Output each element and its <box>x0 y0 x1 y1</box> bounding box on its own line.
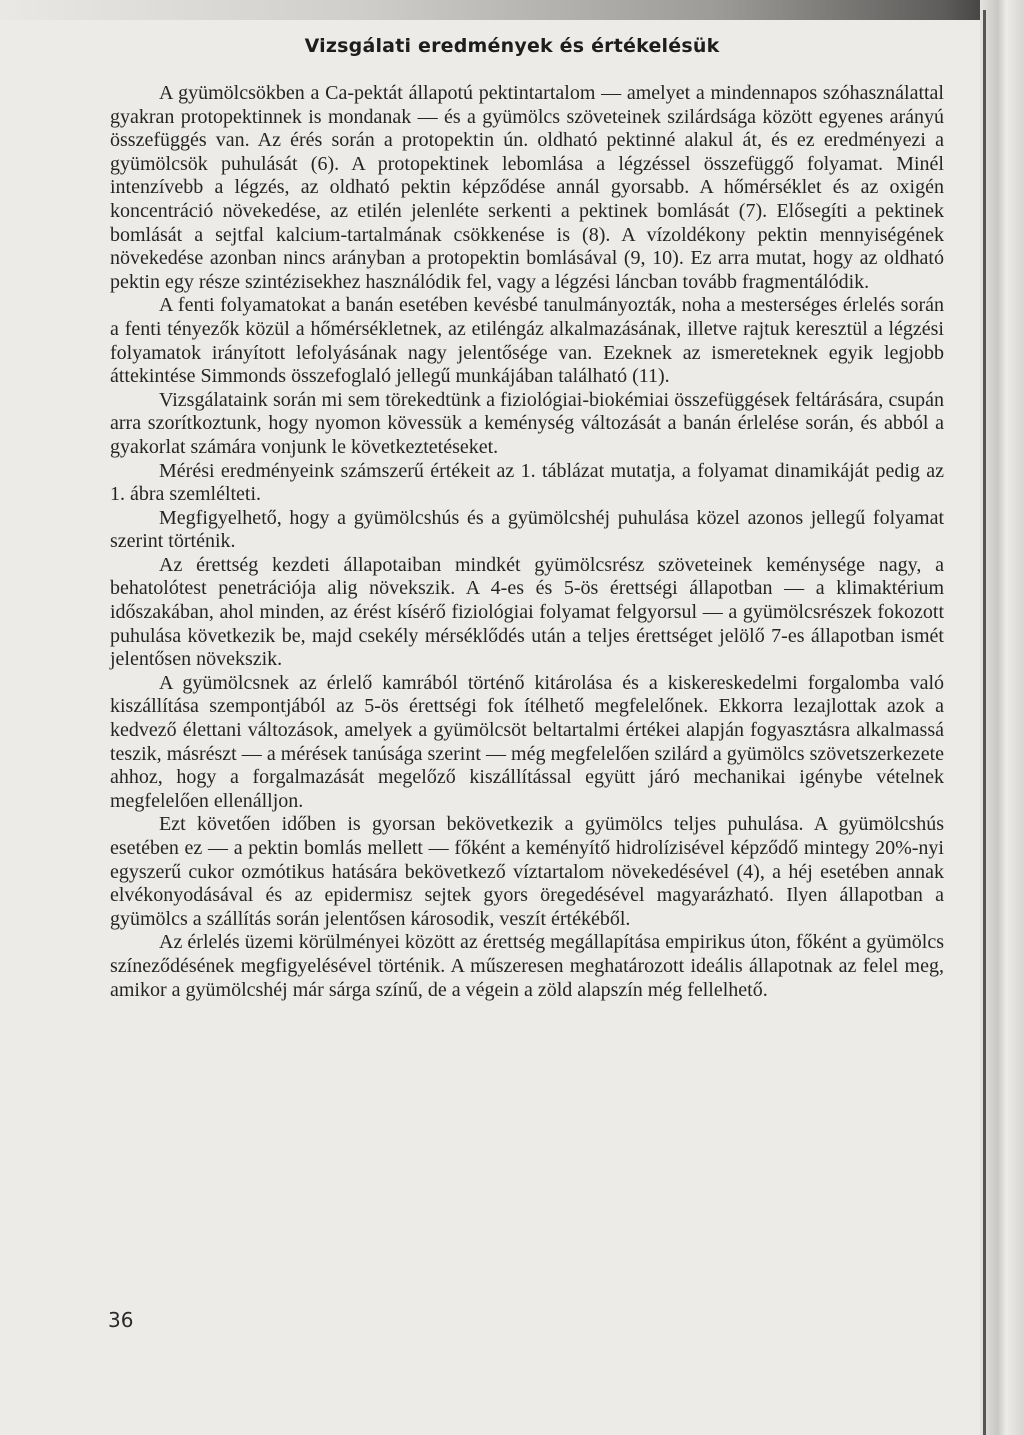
paragraph: Az érlelés üzemi körülményei között az érettség megállapítása empirikus úton, főként a gyümölcs színeződésének megfigyelésével történik. A műszeresen meghatározott ideális állapotnak az felel meg, amikor a gyümölcshéj már sárga színű, de a végein a zöld alapszín még fellelhető. <box>110 931 944 1001</box>
body-text <box>110 82 944 1002</box>
page-number: 36 <box>108 1308 134 1332</box>
section-heading: Vizsgálati eredmények és értékelésük <box>304 35 720 57</box>
paragraph: A fenti folyamatokat a banán esetében kevésbé tanulmányozták, noha a mesterséges érlelés során a fenti tényezők közül a hőmérsékletnek, az etiléngáz alkalmazásának, illetve rajtuk keresztül a légzési folyamatok irányított lefolyásának nagy jelentősége van. Ezeknek az ismereteknek egyik legjobb áttekintése Simmonds összefoglaló jellegű munkájában található (11). <box>110 294 944 388</box>
paragraph: A gyümölcsökben a Ca-pektát állapotú pektintartalom — amelyet a mindennapos szóhasználattal gyakran protopektinnek is mondanak — és a gyümölcs szöveteinek szilárdsága között egyenes arányú összefüggés van. Az érés során a protopektin ún. oldható pektinné alakul át, és ez eredményezi a gyümölcsök puhulását (6). A protopektinek lebomlása a légzéssel összefüggő folyamat. Minél intenzívebb a légzés, az oldható pektin képződése annál gyorsabb. A hőmérséklet és az oxigén koncentráció növekedése, az etilén jelenléte serkenti a pektinek bomlását (7). Elősegíti a pektinek bomlását a sejtfal kalcium-tartalmának csökkenése is (8). A vízoldékony pektin mennyiségének növekedése azonban nincs arányban a protopektin bomlásával (9, 10). Ez arra mutat, hogy az oldható pektin egy része szintézisekhez használódik fel, vagy a légzési láncban tovább fragmentálódik. <box>110 82 944 293</box>
paragraph: Vizsgálataink során mi sem törekedtünk a fiziológiai-biokémiai összefüggések feltárására, csupán arra szorítkoztunk, hogy nyomon kövessük a keménység változását a banán érlelése során, és abból a gyakorlat számára vonjunk le következtetéseket. <box>110 388 944 458</box>
binding-line <box>983 10 986 1435</box>
paragraph: Megfigyelhető, hogy a gyümölcshús és a gyümölcshéj puhulása közel azonos jellegű folyamat szerint történik. <box>110 506 944 553</box>
scan-right-edge <box>980 0 1024 1435</box>
paragraph: A gyümölcsnek az érlelő kamrából történő kitárolása és a kiskereskedelmi forgalomba való kiszállítása szempontjából az 5-ös érettségi fok ítélhető megfelelőnek. Ekkorra lezajlottak azok a kedvező élettani változások, amelyek a gyümölcsöt beltartalmi értékei alapján fogyasztásra alkalmassá teszik, másrészt — a mérések tanúsága szerint — még megfelelően szilárd a gyümölcs szövetszerkezete ahhoz, hogy a forgalmazását megelőző kiszállítással együtt járó mechanikai igénybe vételnek megfelelően ellenálljon. <box>110 671 944 812</box>
scan-top-edge <box>0 0 1024 20</box>
paragraph: Az érettség kezdeti állapotaiban mindkét gyümölcsrész szöveteinek keménysége nagy, a behatolótest penetrációja alig növekszik. A 4-es és 5-ös érettségi állapotban — a klimaktérium időszakában, ahol minden, az érést kísérő fiziológiai folyamat felgyorsul — a gyümölcsrészek fokozott puhulása következik be, majd csekély mérséklődés után a teljes érettséget jelölő 7-es állapotban ismét jelentősen növekszik. <box>110 553 944 671</box>
paragraph: Ezt követően időben is gyorsan bekövetkezik a gyümölcs teljes puhulása. A gyümölcshús esetében ez — a pektin bomlás mellett — főként a keményítő hidrolízisével képződő mintegy 20%-nyi egyszerű cukor ozmótikus hatására bekövetkező víztartalom növekedésével (4), a héj esetében annak elvékonyodásával és az epidermisz sejtek gyors öregedésével magyarázható. Ilyen állapotban a gyümölcs a szállítás során jelentősen károsodik, veszít értékéből. <box>110 813 944 930</box>
paragraph: Mérési eredményeink számszerű értékeit az 1. táblázat mutatja, a folyamat dinamikáját pedig az 1. ábra szemlélteti. <box>110 459 944 506</box>
